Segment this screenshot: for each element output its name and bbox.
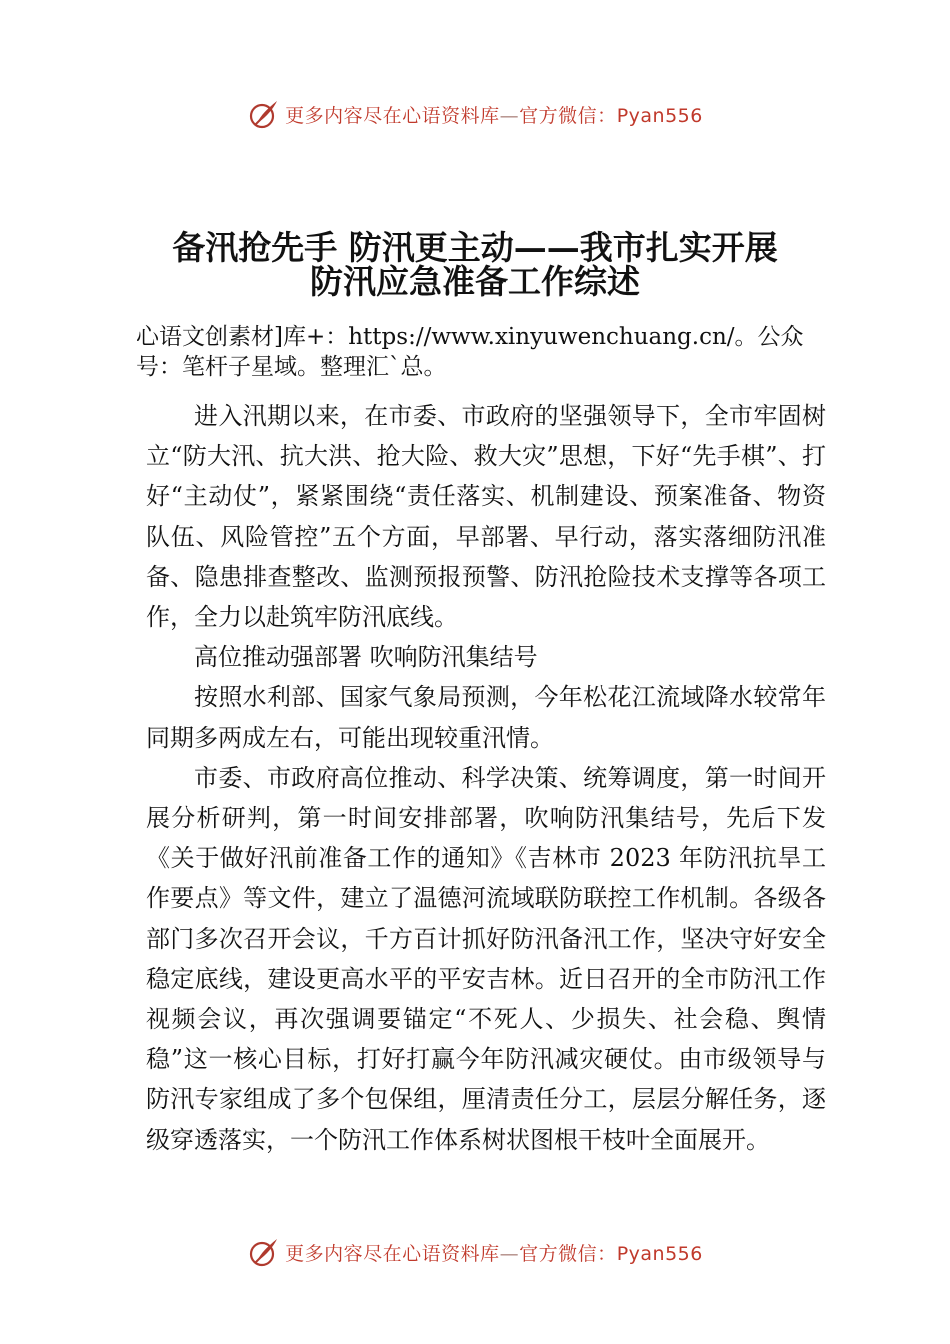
- banner-separator: —: [499, 104, 520, 127]
- paragraph-deployment: 市委、市政府高位推动、科学决策、统筹调度，第一时间开展分析研判，第一时间安排部署，吹响防汛集结号，先后下发《关于做好汛前准备工作的通知》《吉林市 2023 年防汛抗旱工作要点》等文件，建立了温德河流域联防联控工作机制。各级各部门多次召开会议，千方百计抓好防汛备汛工作，坚决守好安全稳定底线，建设更高水平的平安吉林。近日召开的全市防汛工作视频会议，再次强调要锚定“不死人、少损失、社会稳、舆情稳”这一核心目标，打好打赢今年防汛减灾硬仗。由市级领导与防汛专家组成了多个包保组，厘清责任分工，层层分解任务，逐级穿透落实，一个防汛工作体系树状图根干枝叶全面展开。: [146, 763, 826, 1154]
- banner-wechat-label: 官方微信：: [519, 1242, 617, 1265]
- paragraph-intro: 进入汛期以来，在市委、市政府的坚强领导下，全市牢固树立“防大汛、抗大洪、抢大险、救大灾”思想，下好“先手棋”、打好“主动仗”，紧紧围绕“责任落实、机制建设、预案准备、物资队伍、风险管控”五个方面，早部署、早行动，落实落细防汛准备、隐患排查整改、监测预报预警、防汛抢险技术支撑等各项工作，全力以赴筑牢防汛底线。: [146, 402, 826, 632]
- banner-wechat-id: Pyan556: [616, 104, 703, 127]
- banner-wechat-label: 官方微信：: [519, 104, 617, 127]
- header-banner: [0, 94, 950, 134]
- banner-text: [285, 101, 703, 128]
- article-body: [146, 396, 826, 1160]
- banner-main-text: 更多内容尽在心语资料库: [285, 104, 500, 127]
- footer-banner: [0, 1232, 950, 1272]
- source-note: 心语文创素材]库+：https://www.xinyuwenchuang.cn/。公众号：笔杆子星域。整理汇`总。: [136, 324, 804, 380]
- quill-pen-logo-icon: [247, 97, 281, 131]
- quill-pen-logo-icon: [247, 1235, 281, 1269]
- banner-text: [285, 1239, 703, 1266]
- banner-main-text: 更多内容尽在心语资料库: [285, 1242, 500, 1265]
- paragraph-forecast: 按照水利部、国家气象局预测，今年松花江流域降水较常年同期多两成左右，可能出现较重汛情。: [146, 683, 826, 752]
- article-title-line-1: 备汛抢先手 防汛更主动——我市扎实开展: [172, 228, 778, 267]
- banner-wechat-id: Pyan556: [616, 1242, 703, 1265]
- article-title-line-2: 防汛应急准备工作综述: [310, 262, 640, 301]
- banner-separator: —: [499, 1242, 520, 1265]
- section-heading: 高位推动强部署 吹响防汛集结号: [194, 643, 538, 672]
